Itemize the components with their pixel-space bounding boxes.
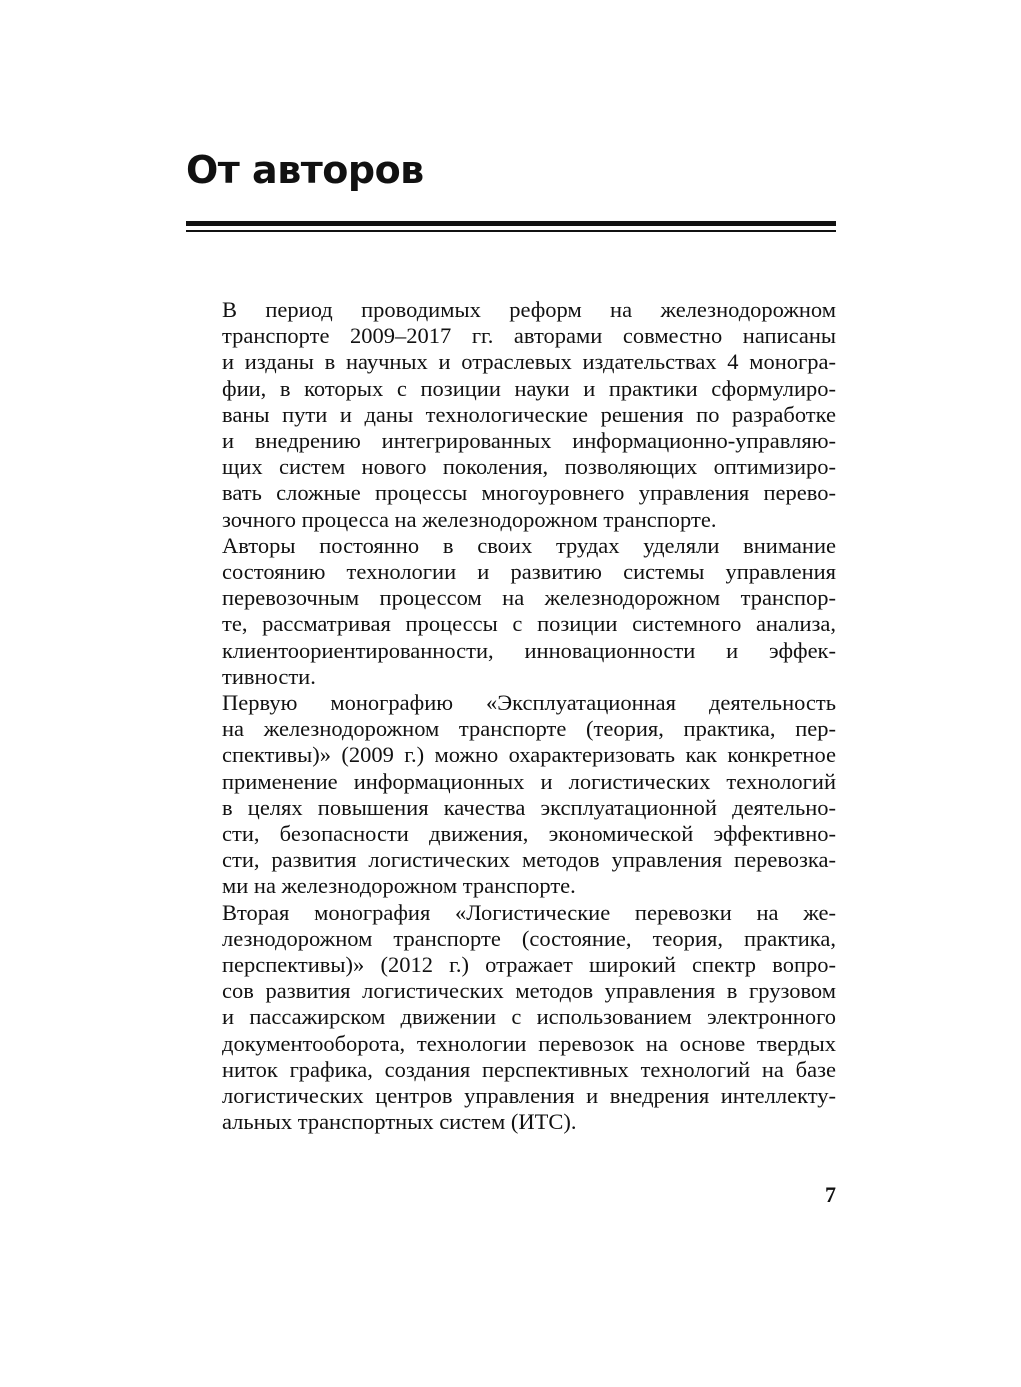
text-line: ваны пути и даны технологические решения по разработке bbox=[222, 401, 836, 427]
text-line: тивности. bbox=[222, 663, 316, 689]
text-line: транспорте 2009–2017 гг. авторами совместно написаны bbox=[222, 323, 836, 349]
text-line: применение информационных и логистических технологий bbox=[222, 768, 836, 794]
text-line: ниток графика, создания перспективных технологий на базе bbox=[222, 1056, 836, 1082]
text-line: клиентоориентированности, инновационности и эффек- bbox=[222, 637, 836, 663]
paragraph-2 bbox=[186, 533, 836, 690]
title-rule-thick bbox=[186, 221, 836, 226]
text-line: Первую монографию «Эксплуатационная деятельность bbox=[222, 690, 836, 716]
paragraph-1 bbox=[186, 297, 836, 533]
text-line: документооборота, технологии перевозок на основе твердых bbox=[222, 1030, 836, 1056]
text-line: и пассажирском движении с использованием электронного bbox=[222, 1004, 836, 1030]
text-line: вать сложные процессы многоуровнего управления перево- bbox=[222, 480, 836, 506]
paragraph-3 bbox=[186, 690, 836, 900]
text-line: Авторы постоянно в своих трудах уделяли внимание bbox=[222, 532, 836, 558]
text-line: перевозочным процессом на железнодорожном транспор- bbox=[222, 585, 836, 611]
body-text bbox=[186, 297, 836, 1136]
text-line: спективы)» (2009 г.) можно охарактеризовать как конкретное bbox=[222, 742, 836, 768]
text-line: сов развития логистических методов управления в грузовом bbox=[222, 978, 836, 1004]
text-line: состоянию технологии и развитию системы управления bbox=[222, 559, 836, 585]
text-line: и внедрению интегрированных информационно-управляю- bbox=[222, 428, 836, 454]
text-line: лезнодорожном транспорте (состояние, теория, практика, bbox=[222, 925, 836, 951]
text-line: ми на железнодорожном транспорте. bbox=[222, 873, 576, 899]
text-line: на железнодорожном транспорте (теория, практика, пер- bbox=[222, 716, 836, 742]
text-line: перспективы)» (2012 г.) отражает широкий спектр вопро- bbox=[222, 952, 836, 978]
text-line: фии, в которых с позиции науки и практики сформулиро- bbox=[222, 375, 836, 401]
text-line: сти, безопасности движения, экономической эффективно- bbox=[222, 821, 836, 847]
page-title: От авторов bbox=[186, 148, 424, 192]
paragraph-4 bbox=[186, 900, 836, 1136]
text-line: щих систем нового поколения, позволяющих оптимизиро- bbox=[222, 454, 836, 480]
page-number: 7 bbox=[825, 1182, 836, 1207]
text-line: те, рассматривая процессы с позиции системного анализа, bbox=[222, 611, 836, 637]
text-line: и изданы в научных и отраслевых издательствах 4 моногра- bbox=[222, 349, 836, 375]
text-line: В период проводимых реформ на железнодорожном bbox=[222, 297, 836, 322]
text-line: логистических центров управления и внедрения интеллекту- bbox=[222, 1083, 836, 1109]
text-line: зочного процесса на железнодорожном транспорте. bbox=[222, 506, 717, 532]
title-rule-thin bbox=[186, 230, 836, 232]
text-line: сти, развития логистических методов управления перевозка- bbox=[222, 847, 836, 873]
text-line: Вторая монография «Логистические перевозки на же- bbox=[222, 899, 836, 925]
text-line: альных транспортных систем (ИТС). bbox=[222, 1109, 577, 1135]
text-line: в целях повышения качества эксплуатационной деятельно- bbox=[222, 794, 836, 820]
